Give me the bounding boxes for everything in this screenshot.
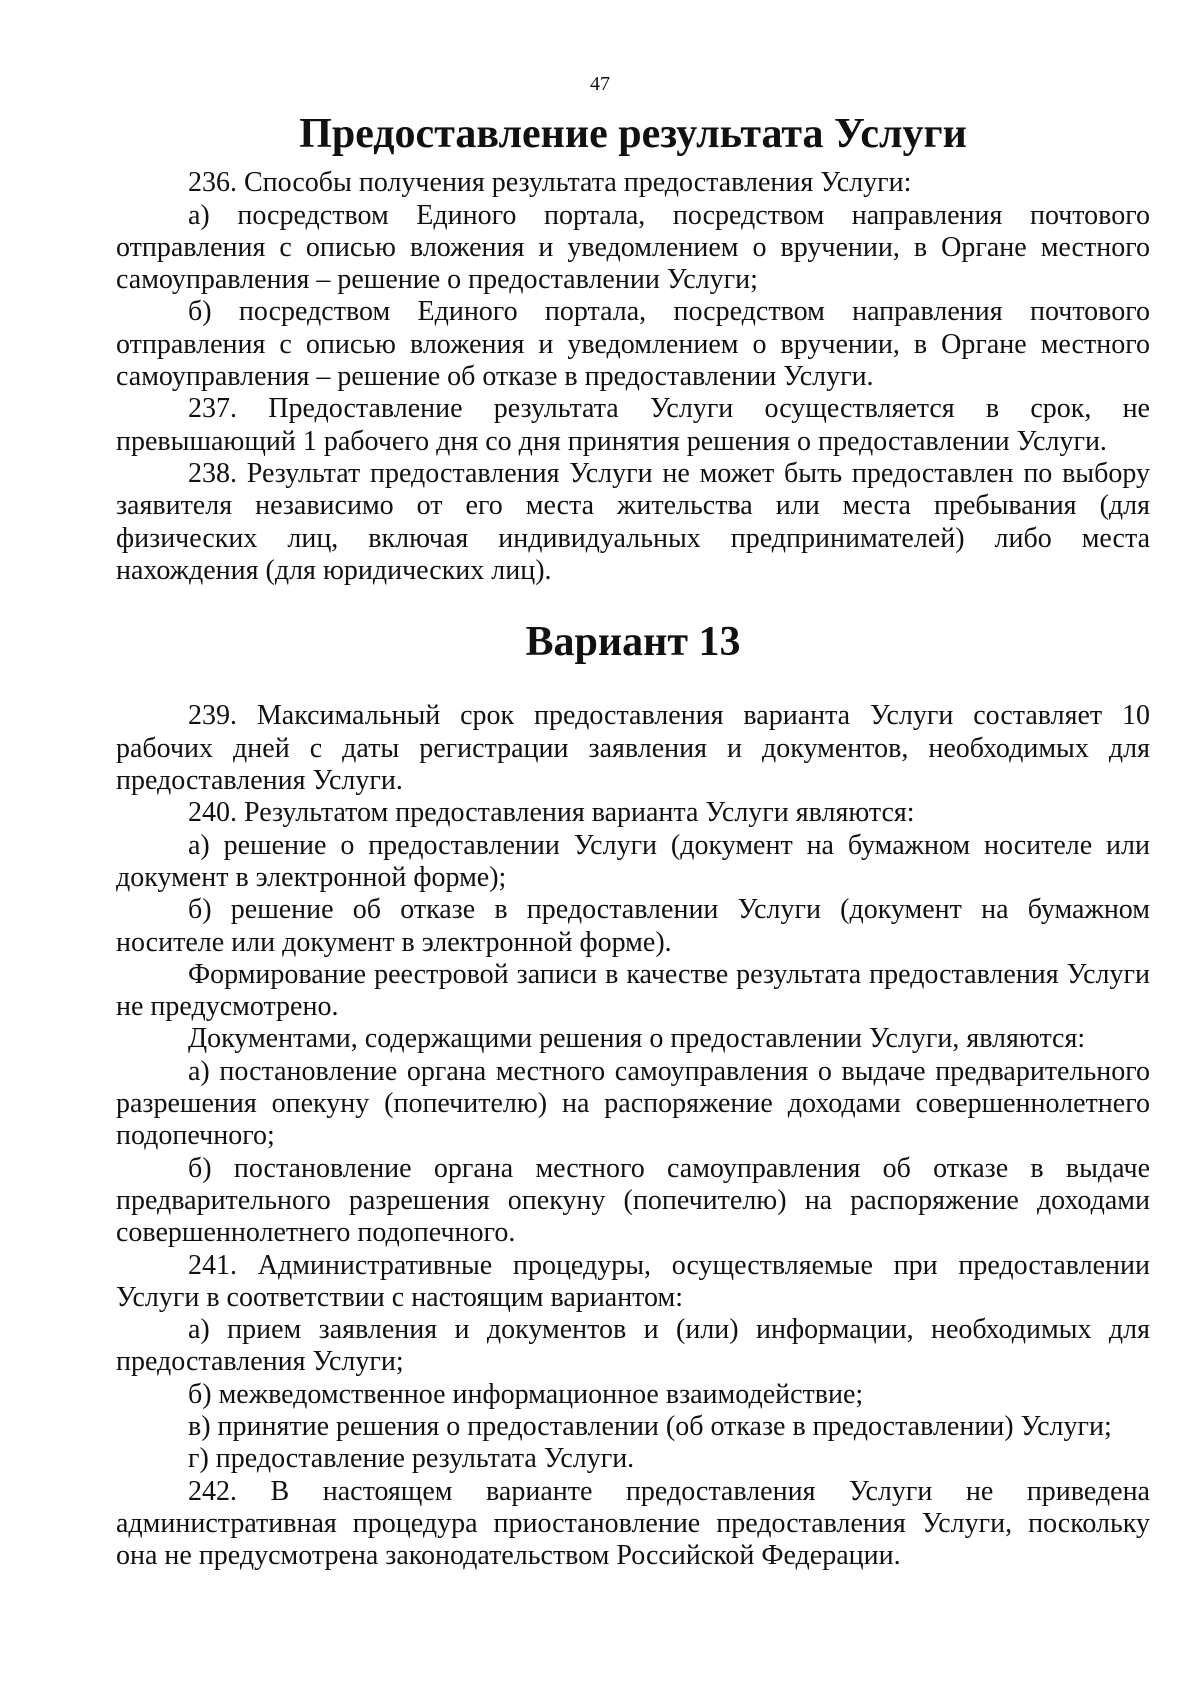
paragraph-decision-documents-a: а) постановление органа местного самоуправления о выдаче предварительного разрешения опекуну (попечителю) на распоряжение доходами совершеннолетнего подопечного; (116, 1055, 1150, 1152)
paragraph-236-a: а) посредством Единого портала, посредством направления почтового отправления с описью вложения и уведомлением о вручении, в Органе местного самоуправления – решение о предоставлении Услуги; (116, 199, 1150, 296)
paragraph-239: 239. Максимальный срок предоставления варианта Услуги составляет 10 рабочих дней с даты регистрации заявления и документов, необходимых для предоставления Услуги. (116, 700, 1150, 797)
paragraph-236: 236. Способы получения результата предоставления Услуги: (188, 167, 912, 199)
paragraph-240: 240. Результатом предоставления варианта Услуги являются: (188, 797, 915, 829)
paragraph-decision-documents: Документами, содержащими решения о предоставлении Услуги, являются: (188, 1023, 1086, 1055)
paragraph-236-b: б) посредством Единого портала, посредством направления почтового отправления с описью вложения и уведомлением о вручении, в Органе местного самоуправления – решение об отказе в предоставлении Услуги. (116, 296, 1150, 393)
page-content (116, 111, 1150, 1572)
paragraph-241-b: б) межведомственное информационное взаимодействие; (188, 1378, 864, 1410)
paragraph-241: 241. Административные процедуры, осуществляемые при предоставлении Услуги в соответствии с настоящим вариантом: (116, 1249, 1150, 1313)
paragraph-237: 237. Предоставление результата Услуги осуществляется в срок, не превышающий 1 рабочего дня со дня принятия решения о предоставлении Услуги. (116, 393, 1150, 457)
paragraph-registry-note: Формирование реестровой записи в качестве результата предоставления Услуги не предусмотрено. (116, 958, 1150, 1023)
paragraph-241-d: г) предоставление результата Услуги. (188, 1443, 635, 1475)
paragraph-decision-documents-b: б) постановление органа местного самоуправления об отказе в выдаче предварительного разрешения опекуну (попечителю) на распоряжение доходами совершеннолетнего подопечного. (116, 1152, 1150, 1249)
paragraph-241-c: в) принятие решения о предоставлении (об отказе в предоставлении) Услуги; (188, 1410, 1112, 1442)
paragraph-242: 242. В настоящем варианте предоставления Услуги не приведена административная процедура приостановление предоставления Услуги, поскольку она не предусмотрена законодательством Российской Федерации. (116, 1475, 1150, 1572)
paragraph-241-a: а) прием заявления и документов и (или) информации, необходимых для предоставления Услуги; (116, 1314, 1150, 1378)
section-heading-result: Предоставление результата Услуги (299, 111, 967, 157)
paragraph-238: 238. Результат предоставления Услуги не может быть предоставлен по выбору заявителя независимо от его места жительства или места пребывания (для физических лиц, включая индивидуальных предпринимателей) либо места нахождения (для юридических лиц). (116, 457, 1150, 586)
paragraph-240-a: а) решение о предоставлении Услуги (документ на бумажном носителе или документ в электронной форме); (116, 829, 1150, 893)
section-heading-variant: Вариант 13 (525, 619, 741, 666)
page-number: 47 (590, 73, 610, 95)
paragraph-240-b: б) решение об отказе в предоставлении Услуги (документ на бумажном носителе или документ в электронной форме). (116, 894, 1150, 958)
